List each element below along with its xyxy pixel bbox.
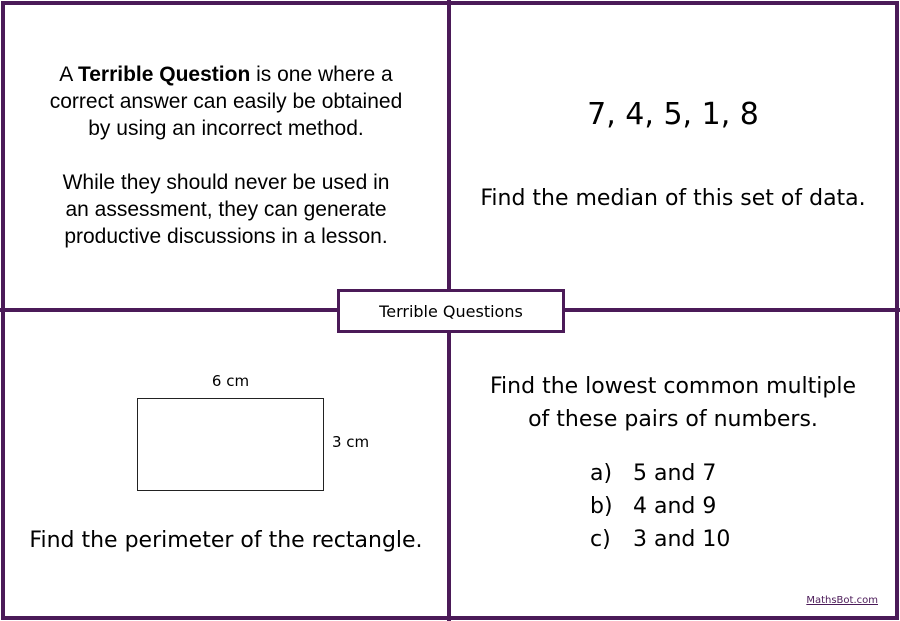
data-set-numbers: 7, 4, 5, 1, 8 bbox=[587, 97, 759, 132]
lcm-question-line-2: of these pairs of numbers. bbox=[528, 407, 818, 432]
intro-panel bbox=[5, 5, 447, 308]
lcm-question bbox=[451, 370, 895, 436]
lcm-question-line-1: Find the lowest common multiple bbox=[490, 374, 856, 399]
intro-line-1 bbox=[5, 61, 447, 88]
median-question: Find the median of this set of data. bbox=[480, 186, 866, 211]
center-title-label: Terrible Questions bbox=[337, 289, 565, 333]
list-item-letter: b) bbox=[590, 494, 613, 519]
rectangle-shape bbox=[137, 398, 324, 491]
mathsbot-credit-link[interactable]: MathsBot.com bbox=[806, 595, 878, 606]
intro-line-6: productive discussions in a lesson. bbox=[64, 225, 388, 248]
rectangle-width-label: 6 cm bbox=[211, 372, 250, 390]
list-item bbox=[590, 523, 730, 556]
list-item bbox=[590, 490, 730, 523]
intro-bold-term: Terrible Question bbox=[77, 63, 251, 86]
intro-line-4: While they should never be used in bbox=[62, 171, 390, 194]
lcm-pairs-list bbox=[590, 457, 730, 556]
intro-text bbox=[5, 61, 447, 250]
list-item-letter: c) bbox=[590, 527, 611, 552]
intro-line-3: by using an incorrect method. bbox=[88, 117, 364, 140]
intro-line-1-pre: A bbox=[59, 63, 78, 86]
list-item-text: 4 and 9 bbox=[633, 494, 717, 519]
perimeter-question: Find the perimeter of the rectangle. bbox=[29, 528, 423, 553]
list-item bbox=[590, 457, 730, 490]
intro-line-2: correct answer can easily be obtained bbox=[49, 90, 403, 113]
intro-line-1-post: is one where a bbox=[250, 63, 393, 86]
lcm-panel bbox=[451, 312, 895, 616]
list-item-letter: a) bbox=[590, 461, 613, 486]
intro-line-5: an assessment, they can generate bbox=[65, 198, 387, 221]
perimeter-panel bbox=[5, 312, 447, 616]
list-item-text: 3 and 10 bbox=[633, 527, 731, 552]
rectangle-height-label: 3 cm bbox=[332, 433, 370, 451]
list-item-text: 5 and 7 bbox=[633, 461, 717, 486]
median-panel bbox=[451, 5, 895, 308]
